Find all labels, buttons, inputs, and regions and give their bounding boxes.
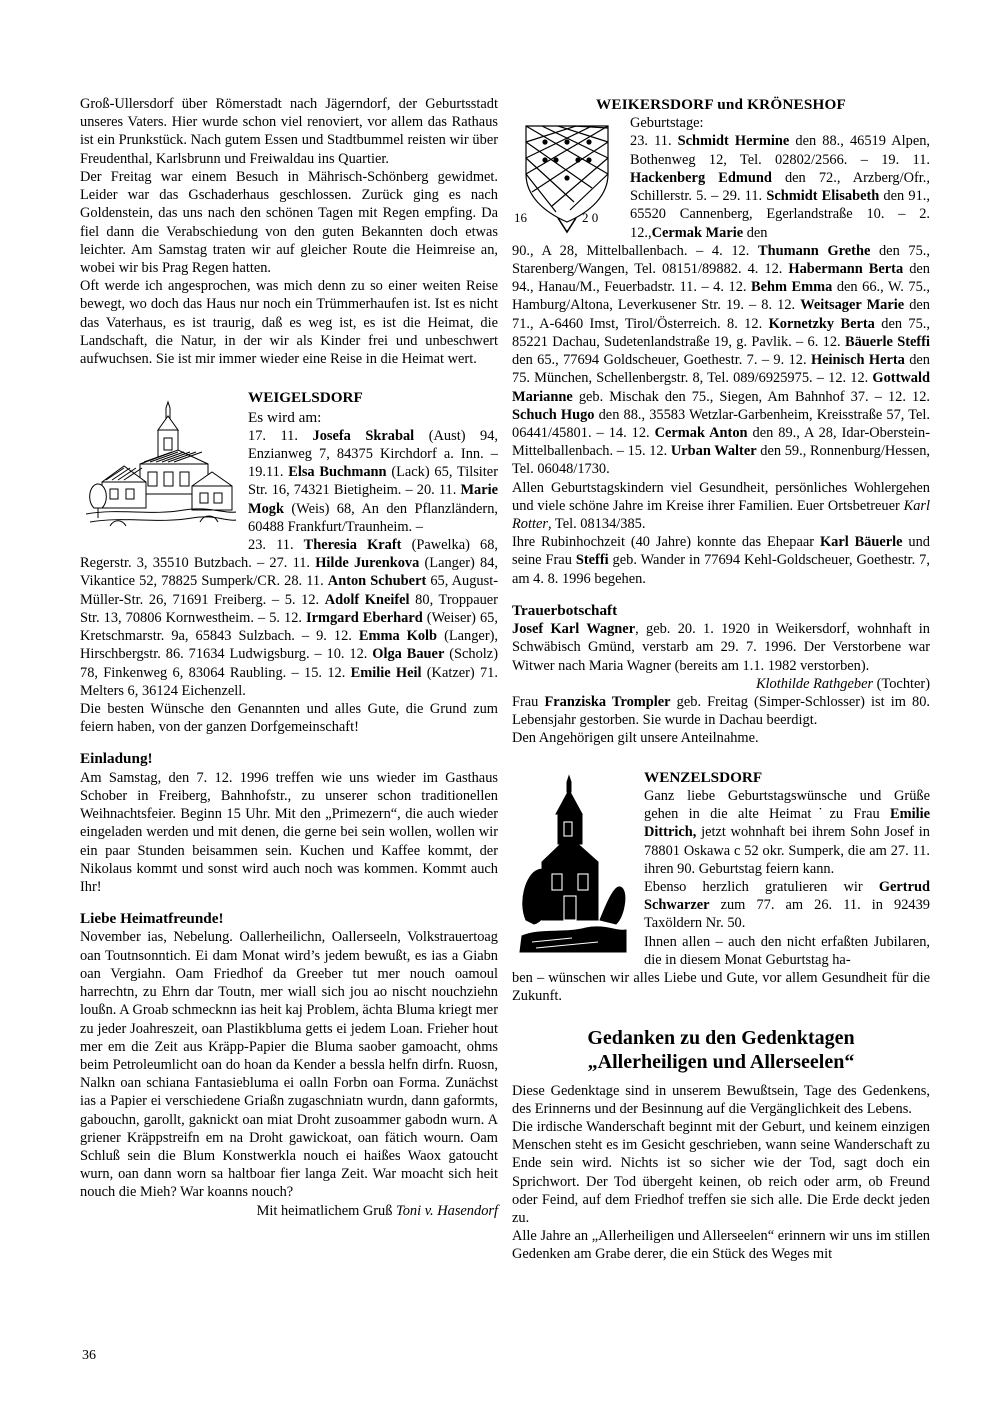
trauerbotschaft-entry-1: Josef Karl Wagner, geb. 20. 1. 1920 in Weikersdorf, wohnhaft in Schwäbisch Gmünd, verstarb am 29. 7. 1996. Der Verstorbene war Witwer nach Maria Wagner (bereits am 1.1. 1982 verstorben). <box>512 621 930 674</box>
weigelsdorf-title: WEIGELSDORF <box>248 389 363 407</box>
trauerbotschaft-entry-3: Den Angehörigen gilt unsere Anteilnahme. <box>512 730 759 747</box>
heimatfreunde-title: Liebe Heimatfreunde! <box>80 910 224 928</box>
weikersdorf-wishes: Allen Geburtstagskindern viel Gesundheit, persönliches Wohlergehen und viele schöne Jahre im Kreise ihrer Familien. Euer Ortsbetreuer Karl Rotter, Tel. 08134/385. <box>512 479 930 533</box>
left-column <box>80 95 498 1220</box>
weigelsdorf-closing: Die besten Wünsche den Genannten und alles Gute, die Grund zum feiern haben, von der ganzen Dorfgemeinschaft! <box>80 701 498 736</box>
intro-paragraph-1: Groß-Ullersdorf über Römerstadt nach Jägerndorf, der Geburtsstadt unseres Vaters. Hier wurde schon viel renoviert, vor allem das Rathaus ist ein Prunkstück. Nach gutem Essen und Stadtbummel reisten wir über Freudenthal, Karlsbrunn und Freiwaldau ins Quartier. <box>80 96 498 167</box>
section-weikersdorf <box>512 95 930 588</box>
signature-italic: Toni v. Hasendorf <box>396 1202 498 1219</box>
section-wenzelsdorf <box>512 768 930 1006</box>
weigelsdorf-birthdays-full: 23. 11. Theresia Kraft (Pawelka) 68, Regerstr. 3, 35510 Butzbach. – 27. 11. Hilde Jurenkova (Langer) 84, Vikantice 52, 78825 Sumperk/CR. 28. 11. Anton Schubert 65, August-Müller-Str. 26, 71691 Freiberg. – 5. 12. Adolf Kneifel 80, Troppauer Str. 13, 70806 Kornwestheim. – 5. 12. Irmgard Eberhard (Weiser) 65, Kretschmarstr. 9a, 65843 Sulzbach. – 9. 12. Emma Kolb (Langer), Hirschbergstr. 86. 71634 Ludwigsburg. – 10. 12. Olga Bauer (Scholz) 78, Finkenweg 6, 83064 Raubling. – 15. 12. Emilie Heil (Katzer) 71. Melters 6, 36124 Eichenzell. <box>80 537 499 699</box>
right-column <box>512 95 930 1264</box>
chapel-illustration <box>512 770 632 960</box>
weikersdorf-birthdays-full: 90., A 28, Mittelballenbach. – 4. 12. Thumann Grethe den 75., Starenberg/Wangen, Tel. 08151/89882. 4. 12. Habermann Berta den 94., Hanau/M., Feuerbadstr. 11. – 4. 12. Behm Emma den 66., W. 75., Hamburg/Altona, Leverkusener Str. 19. – 8. 12. Weitsager Marie den 71., A-6460 Imst, Tirol/Österreich. 8. 12. Kornetzky Berta den 75., 85221 Dachau, Sudetenlandstraße 19, g. Pavlik. – 6. 12. Bäuerle Steffi den 65., 77694 Goldscheuer, Goethestr. 7. – 9. 12. Heinisch Herta den 75. München, Schellenbergstr. 8, Tel. 089/6925975. – 12. 12. Gottwald Marianne geb. Mischak den 75., Siegen, Am Bahnhof 37. – 12. 12. Schuch Hugo den 88., 35583 Wetzlar-Garbenheim, Kreisstraße 57, Tel. 06441/45801. – 14. 12. Cermak Anton den 89., A 28, Idar-Oberstein-Mittelballenbach. – 15. 12. Urban Walter den 59., Ronnenburg/Hessen, Tel. 06048/1730. <box>512 242 931 478</box>
gedanken-paragraph-3: Alle Jahre an „Allerheiligen und Allerseelen“ erinnern wir uns im stillen Gedenken am Grabe derer, die ein Stück des Weges mit <box>512 1228 930 1263</box>
weikersdorf-anniversary: Ihre Rubinhochzeit (40 Jahre) konnte das Ehepaar Karl Bäuerle und seine Frau Steffi geb. Wander in 77694 Kehl-Goldscheuer, Goethestr. 7, am 4. 8. 1996 begehen. <box>512 534 930 587</box>
section-einladung <box>80 749 498 896</box>
gedanken-paragraph-2: Die irdische Wanderschaft beginnt mit der Geburt, und keinem einzigen Menschen steht es im Gesicht geschrieben, wann seine Wanderschaft zu Ende sein wird. Nichts ist so sicher wie der Tod, sagt doch ein Sprichwort. Der Tod übergeht keinen, ob reich oder arm, ob Freund oder Feind, auf dem Friedhof treffen sie sich alle. Die Erde deckt jeden zu. <box>512 1118 930 1227</box>
signature-plain: Mit heimatlichem Gruß <box>256 1202 397 1219</box>
church-village-illustration <box>80 390 240 535</box>
trauer-signature-italic: Klothilde Rathgeber <box>755 675 874 692</box>
weikersdorf-subtitle: Geburtstage: <box>630 115 704 132</box>
heimatfreunde-signature <box>80 1202 498 1220</box>
weigelsdorf-birthdays-wrapped: 17. 11. Josefa Skrabal (Aust) 94, Enzianweg 7, 84375 Kirchdorf a. Inn. – 19.11. Elsa Buchmann (Lack) 65, Tilsiter Str. 16, 74321 Bietigheim. – 20. 11. Marie Mogk (Weis) 68, An den Pflanzländern, 60488 Frankfurt/Traunheim. – <box>248 427 498 535</box>
shield-year-left: 16 <box>514 210 527 226</box>
section-trauerbotschaft <box>512 601 930 748</box>
wenzelsdorf-text-2: Ebenso herzlich gratulieren wir Gertrud Schwarzer zum 77. am 26. 11. in 92439 Taxöldern Nr. 50. <box>644 878 930 932</box>
trauerbotschaft-title: Trauerbotschaft <box>512 601 618 619</box>
trauerbotschaft-signature <box>512 675 930 693</box>
weikersdorf-birthdays-wrapped: 23. 11. Schmidt Hermine den 88., 46519 Alpen, Bothenweg 12, Tel. 02802/2566. – 19. 11. Hackenberg Edmund den 72., Arzberg/Ofr., Schillerstr. 5. – 29. 11. Schmidt Elisabeth den 91., 65520 Cannenberg, Egerlandstraße 10. – 2. 12.,Cermak Marie den <box>630 133 931 241</box>
section-weigelsdorf <box>80 388 498 736</box>
einladung-title: Einladung! <box>80 750 153 768</box>
wenzelsdorf-text-1: Ganz liebe Geburtstagswünsche und Grüße gehen in die alte Heimat˙zu Frau Emilie Dittrich, jetzt wohnhaft bei ihrem Sohn Josef in 78801 Oskawa c 52 okr. Sumperk, die am 27. 11. ihren 90. Geburtstag feiern kann. <box>644 787 930 877</box>
intro-paragraph-3: Oft werde ich angesprochen, was mich denn zu so einer weiten Reise bewegt, wo doch das Haus nur noch ein Trümmerhaufen ist. Ist es nicht das Vaterhaus, es ist traurig, daß es weg ist, es ist die Heimat, die Landschaft, die Natur, in der wir als Kinder frei und unbeschwert aufwuchsen. Sie ist mir immer wieder eine Reise in die Heimat wert. <box>80 278 498 368</box>
wenzelsdorf-text-3b: ben – wünschen wir alles Liebe und Gute, vor allem Gesundheit für die Zukunft. <box>512 970 930 1005</box>
trauerbotschaft-entry-2: Frau Franziska Trompler geb. Freitag (Simper-Schlosser) ist im 80. Lebensjahr gestorben. Sie wurde in Dachau beerdigt. <box>512 694 930 729</box>
weikersdorf-title: WEIKERSDORF und KRÖNESHOF <box>595 96 847 113</box>
coat-of-arms-illustration <box>512 116 622 236</box>
intro-paragraph-2: Der Freitag war einem Besuch in Mährisch-Schönberg gewidmet. Leider war das Gschaderhaus geschlossen. Zurück ging es nach Goldenstein, das uns nach den schönen Tagen mit Regen empfing. Da fiel dann die Verabschiedung von den guten Bekannten doch etwas leichter. Am Samstag traten wir auf gleicher Route die Heimreise an, wobei wir bis Prag Regen hatten. <box>80 168 498 276</box>
shield-year-right: 2 0 <box>582 210 599 226</box>
section-gedanken <box>512 1026 930 1264</box>
einladung-text: Am Samstag, den 7. 12. 1996 treffen wie uns wieder im Gasthaus Schober in Freiberg, Bahnhofstr., zu unserer schon traditionellen Weihnachtsfeier. Beginn 15 Uhr. Mit den „Primezern“, die auch wieder eingeladen werden und mit denen, die gerne bei sein wollen, wollen wir ein paar Stunden beisammen sein. Kuchen und Kaffee kommt, der Nikolaus kommt und sonst wird auch noch was kommen. Kommt auch Ihr! <box>80 769 498 895</box>
wenzelsdorf-text-3a: Ihnen allen – auch den nicht erfaßten Jubilaren, die in diesem Monat Geburtstag ha- <box>644 933 930 968</box>
gedanken-title-line1: Gedanken zu den Gedenktagen <box>587 1026 855 1049</box>
heimatfreunde-text: November ias, Nebelung. Oallerheilichn, Oallerseeln, Volkstrauertoag oan Toutnsonntich. Ei dam Monat wird’s jedem bewußt, es ias a Giabn oan Vergiahn. Oam Friedhof da Greeber tut mer nouch oamoul harrechtn, zu Ehrn dar Toutn, mer wiall sich jou ao nischt nouchziehn loußn. A Groab schmecknn ias heit kaj Problem, ächta Bluma kriegt mer zu jeder Joahreszeit, oan Plastikbluma getts ei jedem Loan. Frieher hout mer em die Zeit aus Kräpp-Papier die Bluma saober gamoacht, ohms beim Petroleumlicht oan do hoan da Kender a bessla helfn dirfn. Ruosn, Nalkn oan schiana Fantasiebluma ei oalln Forbn oan Forma. Zunächst ias a Papier ei verschiedene Griaßn zugaschniatn wurdn, dann gaformts, gabouchn, garollt, gaknickt oan miat Droht zusoammer gabodn wurn. A griener Kräppstreifn em na Droht gawickoat, oan fätich wourn. Oam Schluß sein die Blum Konstwerkla nouch ei haißes Waox gatoucht wurn, oan dann worn sa haltboar fier langa Zeit. War moacht sich heit nouch die Mieh? War koanns nouch? <box>80 929 498 1201</box>
weigelsdorf-subtitle: Es wird am: <box>248 408 322 426</box>
trauer-signature-plain: (Tochter) <box>873 675 930 692</box>
gedanken-paragraph-1: Diese Gedenktage sind in unserem Bewußtsein, Tage des Gedenkens, des Erinnerns und der Besinnung auf die Vergänglichkeit des Lebens. <box>512 1082 930 1117</box>
gedanken-title-line2: „Allerheiligen und Allerseelen“ <box>587 1050 855 1073</box>
section-heimatfreunde <box>80 909 498 1220</box>
wenzelsdorf-title: WENZELSDORF <box>644 768 763 786</box>
page-number: 36 <box>82 1348 96 1363</box>
